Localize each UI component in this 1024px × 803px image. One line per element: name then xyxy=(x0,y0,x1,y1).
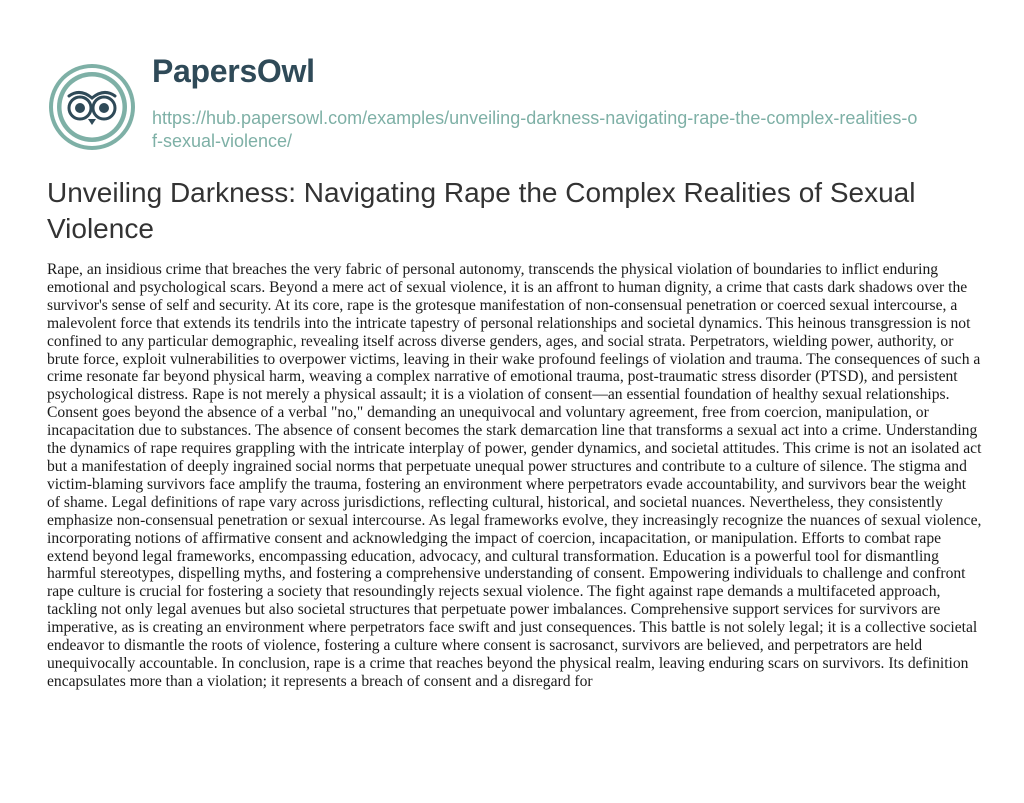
essay-body: Rape, an insidious crime that breaches the very fabric of personal autonomy, transcends the physical violation of boundaries to inflict enduring emotional and psychological scars. Beyond a mere act of sexual violence, it is an affront to human dignity, a crime that casts dark shadows over the survivor's sense of self and security. At its core, rape is the grotesque manifestation of non-consensual penetration or coerced sexual intercourse, a malevolent force that extends its tendrils into the intricate tapestry of personal relationships and societal dynamics. This heinous transgression is not confined to any particular demographic, revealing itself across diverse genders, ages, and social strata. Perpetrators, wielding power, authority, or brute force, exploit vulnerabilities to overpower victims, leaving in their wake profound feelings of violation and trauma. The consequences of such a crime resonate far beyond physical harm, weaving a complex narrative of emotional trauma, post-traumatic stress disorder (PTSD), and persistent psychological distress. Rape is not merely a physical assault; it is a violation of consent—an essential foundation of healthy sexual relationships. Consent goes beyond the absence of a verbal "no," demanding an unequivocal and voluntary agreement, free from coercion, manipulation, or incapacitation due to substances. The absence of consent becomes the stark demarcation line that transforms a sexual act into a crime. Understanding the dynamics of rape requires grappling with the intricate interplay of power, gender dynamics, and societal attitudes. This crime is not an isolated act but a manifestation of deeply ingrained social norms that perpetuate unequal power structures and contribute to a culture of silence. The stigma and victim-blaming survivors face amplify the trauma, fostering an environment where perpetrators evade accountability, and survivors bear the weight of shame. Legal definitions of rape vary across jurisdictions, reflecting cultural, historical, and societal nuances. Nevertheless, they consistently emphasize non-consensual penetration or sexual intercourse. As legal frameworks evolve, they increasingly recognize the nuances of sexual violence, incorporating notions of affirmative consent and acknowledging the impact of coercion, incapacitation, or manipulation. Efforts to combat rape extend beyond legal frameworks, encompassing education, advocacy, and cultural transformation. Education is a powerful tool for dismantling harmful stereotypes, dispelling myths, and fostering a comprehensive understanding of consent. Empowering individuals to challenge and confront rape culture is crucial for fostering a society that resoundingly rejects sexual violence. The fight against rape demands a multifaceted approach, tackling not only legal avenues but also societal structures that perpetuate power imbalances. Comprehensive support services for survivors are imperative, as is creating an environment where perpetrators face swift and just consequences. This battle is not solely legal; it is a collective societal endeavor to dismantle the roots of violence, fostering a culture where consent is sacrosanct, survivors are believed, and perpetrators are held unequivocally accountable. In conclusion, rape is a crime that reaches beyond the physical realm, leaving enduring scars on survivors. Its definition encapsulates more than a violation; it represents a breach of consent and a disregard for xyxy=(47,261,982,690)
brand-name: PapersOwl xyxy=(152,53,315,89)
owl-logo-icon xyxy=(47,62,137,152)
site-header xyxy=(47,50,987,160)
page-title: Unveiling Darkness: Navigating Rape the Complex Realities of Sexual Violence xyxy=(47,177,916,244)
source-url-link[interactable]: https://hub.papersowl.com/examples/unveiling-darkness-navigating-rape-the-complex-realities-of-sexual-violence/ xyxy=(152,108,918,151)
